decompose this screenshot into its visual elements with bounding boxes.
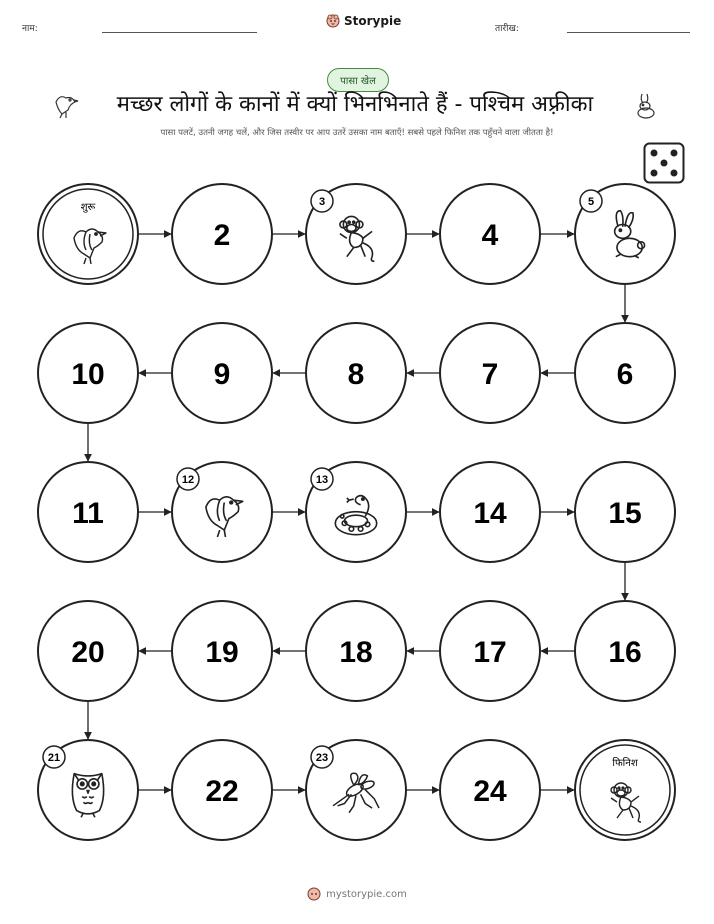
name-label: नाम: [22, 24, 38, 34]
space-number: 16 [608, 636, 642, 669]
board-space-20[interactable] [38, 601, 138, 701]
board-space-5[interactable] [575, 184, 675, 284]
page-title: मच्छर लोगों के कानों में क्यों भिनभिनाते हैं - पश्चिम अफ़्रीका [116, 92, 594, 117]
board-space-2[interactable] [172, 184, 272, 284]
board-space-17[interactable] [440, 601, 540, 701]
board-space-11[interactable] [38, 462, 138, 562]
space-number: 19 [205, 636, 239, 669]
space-number: 5 [587, 196, 595, 208]
board-space-13[interactable] [306, 462, 406, 562]
board-space-16[interactable] [575, 601, 675, 701]
board-space-21[interactable] [38, 740, 138, 840]
board-space-3[interactable] [306, 184, 406, 284]
space-number: 13 [315, 474, 329, 486]
space-number: 24 [473, 775, 507, 808]
date-label: तारीख: [495, 24, 519, 34]
instructions: पासा पलटें, उतनी जगह चलें, और जिस तस्वीर पर आप उतरें उसका नाम बताएँ! सबसे पहले फिनिश तक पहुँचने वाला जीतता है! [160, 128, 554, 138]
space-number: 4 [481, 219, 499, 252]
space-number: 20 [71, 636, 105, 669]
board-space-10[interactable] [38, 323, 138, 423]
space-number: 12 [181, 474, 195, 486]
space-number: 3 [318, 196, 326, 208]
board-space-6[interactable] [575, 323, 675, 423]
board-space-7[interactable] [440, 323, 540, 423]
space-number: 18 [339, 636, 373, 669]
board-space-1[interactable] [38, 184, 138, 284]
board-space-4[interactable] [440, 184, 540, 284]
board-space-23[interactable] [306, 740, 406, 840]
board-space-15[interactable] [575, 462, 675, 562]
board-space-18[interactable] [306, 601, 406, 701]
space-number: 9 [213, 358, 231, 391]
finish-label: फिनिश [612, 758, 638, 769]
board-space-19[interactable] [172, 601, 272, 701]
space-number: 17 [473, 636, 507, 669]
board-space-8[interactable] [306, 323, 406, 423]
footer-mascot-icon [307, 887, 321, 901]
board-space-9[interactable] [172, 323, 272, 423]
space-number: 14 [473, 497, 507, 530]
board-space-22[interactable] [172, 740, 272, 840]
space-number: 21 [47, 752, 61, 764]
footer-url: mystorypie.com [326, 888, 407, 900]
space-number: 7 [481, 358, 499, 391]
space-number: 23 [315, 752, 329, 764]
game-type-badge: पासा खेल [327, 68, 389, 92]
space-number: 22 [205, 775, 239, 808]
footer [0, 887, 714, 901]
space-number: 2 [213, 219, 231, 252]
board-space-14[interactable] [440, 462, 540, 562]
board-space-25[interactable] [575, 740, 675, 840]
space-number: 10 [71, 358, 105, 391]
start-label: शुरू [80, 202, 96, 213]
dice-icon[interactable] [643, 142, 685, 184]
space-number: 6 [616, 358, 634, 391]
space-number: 11 [72, 497, 104, 530]
board-space-24[interactable] [440, 740, 540, 840]
space-number: 8 [347, 358, 365, 391]
board-space-12[interactable] [172, 462, 272, 562]
brand-name: Storypie [344, 14, 402, 28]
space-number: 15 [608, 497, 642, 530]
